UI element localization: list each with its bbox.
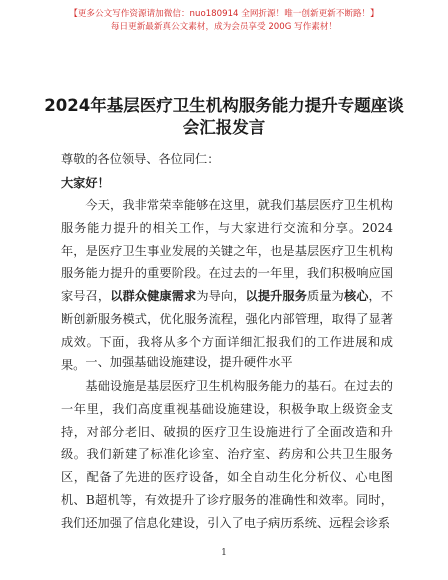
promo-banner-line1: 【更多公文写作资源请加微信：nuo180914 全网折源！唯一创新更新不断路！】 [69, 9, 379, 19]
greeting: 大家好！ [61, 176, 110, 190]
intro-text-2: 为导向， [196, 289, 246, 304]
intro-bold-2: 以提升服务 [245, 289, 308, 304]
intro-text-4: ，不断创新服务模式，优化服务流程，强化内部管理，取得了显著成效。下面，我将从多个方面详细汇报我们的工作进展和成果。 [61, 289, 394, 372]
page-number: 1 [221, 548, 227, 558]
promo-banner [0, 8, 448, 34]
section-heading-1 [61, 351, 393, 374]
intro-text-1: 今天，我非常荣幸能够在这里，就我们基层医疗卫生机构服务能力提升的相关工作，与大家进行交流和分享。2024年，是医疗卫生事业发展的关键之年，也是基层医疗卫生机构服务能力提升的重要阶段。在过去的一年里，我们积极响应国家号召， [61, 198, 393, 304]
intro-bold-3: 核心 [343, 289, 369, 304]
intro-text-3: 质量为 [307, 289, 344, 304]
paragraph-infrastructure-text: 基础设施是基层医疗卫生机构服务能力的基石。在过去的一年里，我们高度重视基础设施建设，积极争取上级资金支持，对部分老旧、破损的医疗卫生设施进行了全面改造和升级。我们新建了标准化诊室、治疗室、药房和公共卫生服务区，配备了先进的医疗设备，如全自动生化分析仪、心电图机、B超机等，有效提升了诊疗服务的准确性和效率。同时，我们还加强了信息化建设，引入了电子病历系统、远程会诊系 [61, 379, 393, 530]
intro-bold-1: 以群众健康需求 [110, 289, 197, 304]
paragraph-infrastructure [61, 375, 393, 535]
section-heading-1-text: 一、加强基础设施建设，提升硬件水平 [85, 355, 293, 369]
salutation: 尊敬的各位领导、各位同仁： [61, 152, 220, 166]
document-title: 2024年基层医疗卫生机构服务能力提升专题座谈会汇报发言 [44, 96, 404, 137]
paragraph-intro [61, 194, 393, 376]
promo-banner-line2: 每日更新最新真公文素材，成为会员享受 200G 写作素材！ [110, 22, 338, 32]
